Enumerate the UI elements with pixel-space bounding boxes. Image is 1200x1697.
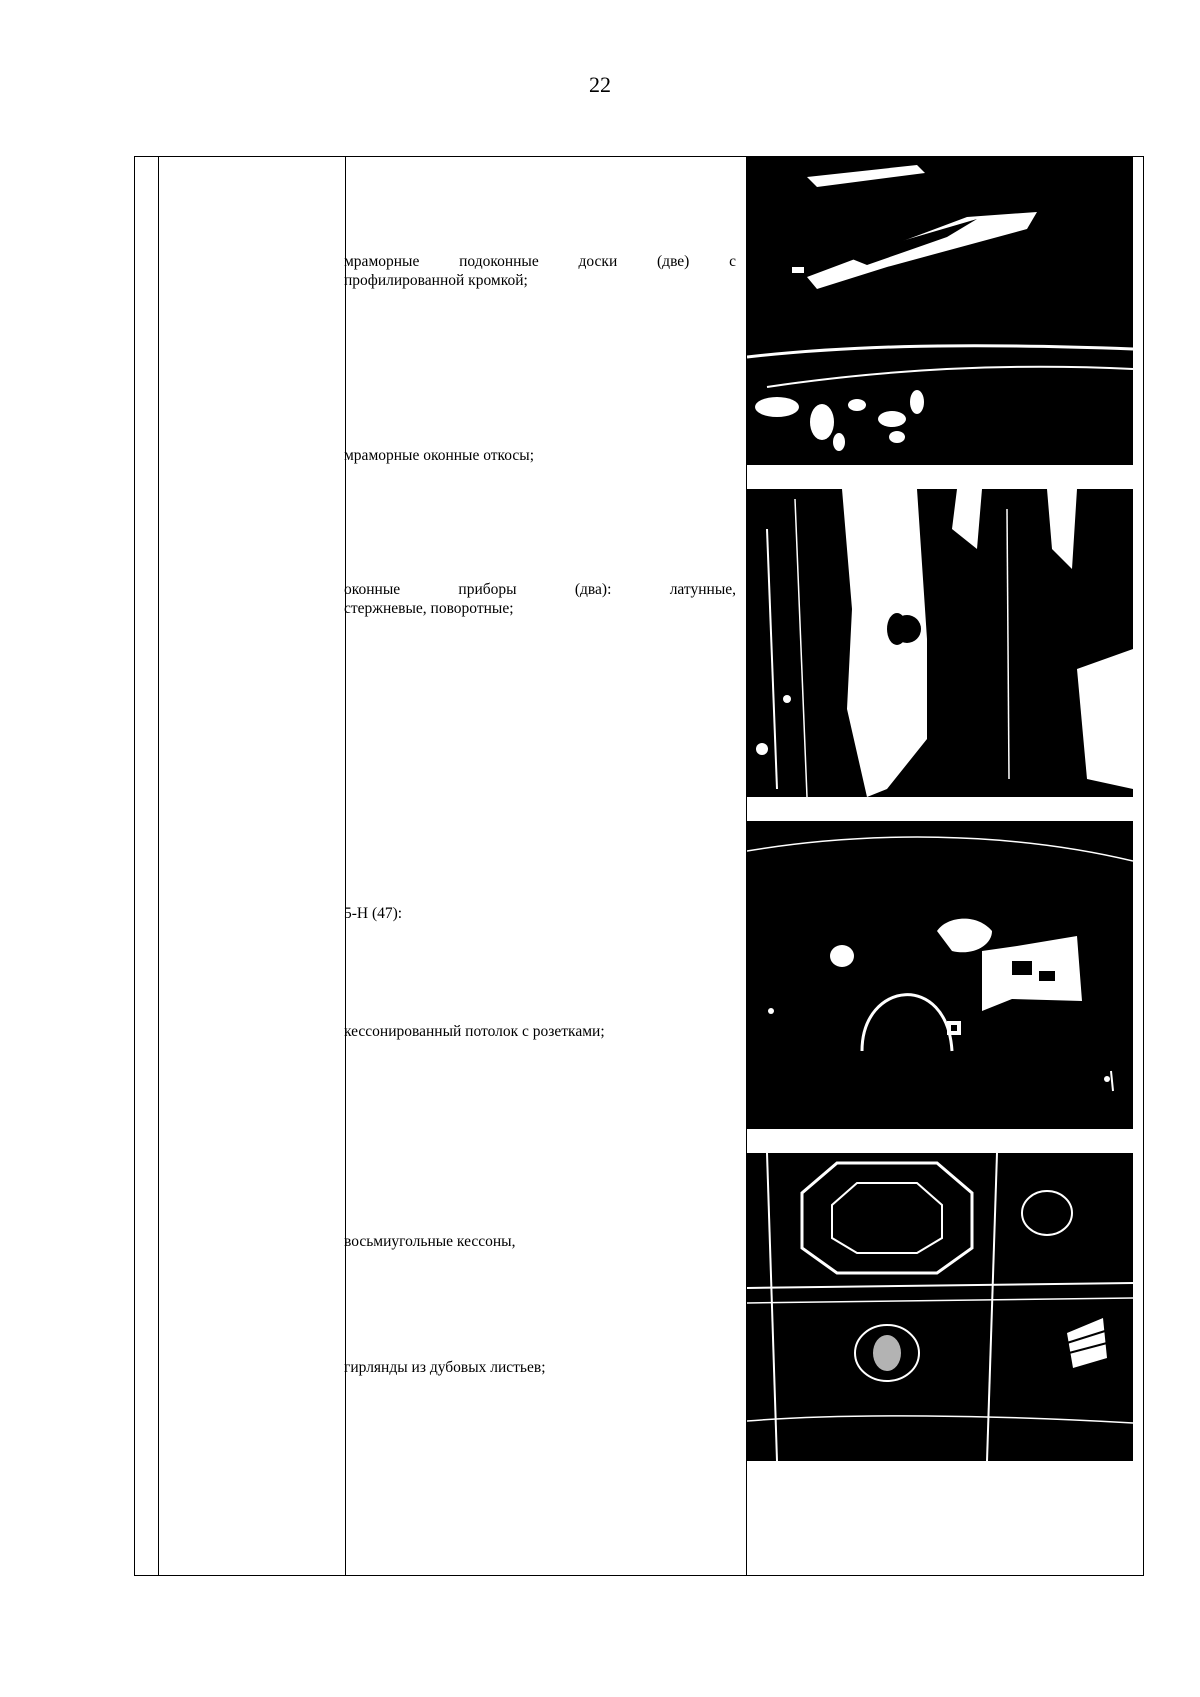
item-marble-sills: [344, 252, 736, 290]
coffered-ceiling-photo: [747, 821, 1133, 1129]
page-number: 22: [589, 72, 611, 97]
item-text-line: оконные приборы (два): латунные,: [344, 581, 736, 598]
octagonal-coffers-photo: [747, 1153, 1133, 1461]
item-oak-garlands: гирлянды из дубовых листьев;: [344, 1359, 546, 1376]
window-sill-photo: [747, 157, 1133, 465]
window-hardware-photo: [747, 489, 1133, 797]
item-text-line: мраморные подоконные доски (две) с: [344, 253, 736, 270]
item-coffered-ceiling: кессонированный потолок с розетками;: [344, 1023, 605, 1040]
item-window-hardware: [344, 580, 736, 618]
column-divider: [158, 156, 159, 1576]
item-octagonal-coffers: восьмиугольные кессоны,: [344, 1233, 516, 1250]
item-text-line: стержневые, поворотные;: [344, 600, 514, 617]
room-heading: 5-Н (47):: [344, 905, 403, 922]
item-text-line: профилированной кромкой;: [344, 272, 528, 289]
item-marble-reveals: мраморные оконные откосы;: [344, 447, 535, 464]
